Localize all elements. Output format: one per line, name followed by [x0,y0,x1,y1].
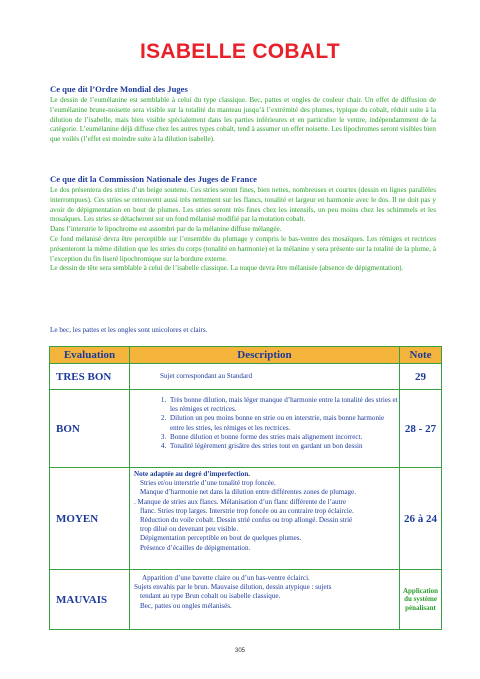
table-row-tres-bon [50,364,442,390]
table-row-bon [50,390,442,468]
page-title: ISABELLE COBALT [139,40,341,63]
description-item: 4. Tonalité légèrement grisâtre des stries tout en gardant un bon dessin [168,442,399,451]
table-header-row [50,347,442,364]
description-cell [130,364,400,390]
score-cell: 26 à 24 [400,468,442,570]
section-omj-heading: Ce que dit l’Ordre Mondial des Juges [50,84,188,94]
description-item: 3. Bonne dilution et bonne forme des stries mais alignement incorrect. [168,433,399,442]
grade-cell: MOYEN [50,468,130,570]
header-description: Description [130,347,400,364]
description-title: Note adaptée au degré d’imperfection. [134,470,251,478]
header-evaluation: Evaluation [50,347,130,364]
score-cell: 29 [400,364,442,390]
score-cell: 28 - 27 [400,390,442,468]
description-cell [130,468,400,570]
score-cell: Application du système pénalisant [400,570,442,630]
table-row-moyen [50,468,442,570]
header-note: Note [400,347,442,364]
page-number: 305 [234,648,245,654]
description-line: tendant au type Brun cobalt ou isabelle classique. [140,592,281,601]
description-line: Réduction du voile cobalt. Dessin strié confus ou trop allongé. Dessin strié [140,516,353,525]
description-line: . Manque de stries aux flancs. Mélanisation d’un flanc différente de l’autre [134,497,347,506]
description-cell [130,390,400,468]
description-line: Présence d’écailles de dépigmentation. [140,543,251,552]
section-cnj-heading: Ce que dit la Commission Nationale des Juges de France [50,174,257,184]
cnj-paragraph: Ce fond mélanisé devra être perceptible sur l’ensemble du plumage y compris le bas-ventre des mosaïques. Les rémiges et rectrices présenteront la même dilution que les stries du corps (tonalité en harmonie) et la mélanine y sera présente sur la totalité de la plume, à l’exception du fin liseré lipochromique sur la bordure externe. [50,234,436,263]
description-line: Stries et/ou interstrie d’une tonalité trop foncée. [140,479,276,488]
description-line: Bec, pattes ou ongles mélanisés. [140,601,232,610]
cnj-paragraph: Le dessin de tête sera semblable à celui de l’isabelle classique. La nuque devra être mélanisée (absence de dépigmentation). [50,264,404,273]
grade-cell: TRES BON [50,364,130,390]
section-omj-paragraph: Le dessin de l’eumélanine est semblable à celui du type classique. Bec, pattes et ongles de couleur chair. Un effet de diffusion de l’eumélanine brune-noisette sera visible sur la totalité du manteau jusqu’à l’extrémité des plumes, typique du cobalt, réduit suite à la dilution de l’isabelle, mais bien visible spécialement dans les parties inférieures et en particulier le ventre, indépendamment de la catégorie. L’eumélanine déjà diffuse chez les autres types cobalt, tend à assumer un effet noisette. Les lipochromes seront visibles bien que voilés (l’effet est moindre suite à la dilution isabelle). [50,96,436,144]
description-line: Sujets envahis par le brun. Mauvaise dilution, dessin atypique : sujets [134,583,332,592]
evaluation-table [49,346,442,630]
section-omj-text [50,96,436,145]
description-line: Apparition d’une bavette claire ou d’un bas-ventre éclairci. [142,574,310,582]
description-line: Manque d’harmonie net dans la dilution entre différentes zones de plumage. [140,488,356,497]
grade-cell: MAUVAIS [50,570,130,630]
description-cell [130,570,400,630]
grade-cell: BON [50,390,130,468]
section-cnj-text [50,186,436,274]
table-row-mauvais [50,570,442,630]
cnj-paragraph: Le dos présentera des stries d’un beige soutenu. Ces stries seront fines, bien nettes, nombreuses et courtes (dessin en lignes parallèles interrompues). Ces stries se retrouvent aussi très nettement sur les flancs, tonalité et largeur en harmonie avec le dos. Il ne doit pas y avoir de dépigmentation en bout de plumes. Les stries seront très fines chez les intensifs, un peu moins chez les schimmels et les mosaïques. Les stries se détacheront sur un fond mélanisé modifié par la mutation cobalt. [50,186,436,224]
cnj-paragraph: Dans l’interstrie le lipochrome est assombri par de la mélanine diffuse mélangée. [50,225,282,234]
beak-note: Le bec, les pattes et les ongles sont unicolores et clairs. [50,326,208,334]
description-item: 2. Dilution un peu moins bonne en strie ou en interstrie, mais bonne harmonie entre les stries, les rémiges et les rectrices. [168,414,399,432]
description-line: flanc. Stries trop larges. Interstrie trop foncée ou au contraire trop éclaircie. [140,506,354,515]
description-line: Dépigmentation perceptible en bout de quelques plumes. [140,534,302,543]
description-line: Sujet correspondant au Standard [160,371,252,380]
description-list [130,396,399,451]
description-line: trop dilué ou devenant peu visible. [140,525,239,534]
description-item: 1. Très bonne dilution, mais léger manque d’harmonie entre la tonalité des stries et les rémiges et rectrices. [168,396,399,414]
